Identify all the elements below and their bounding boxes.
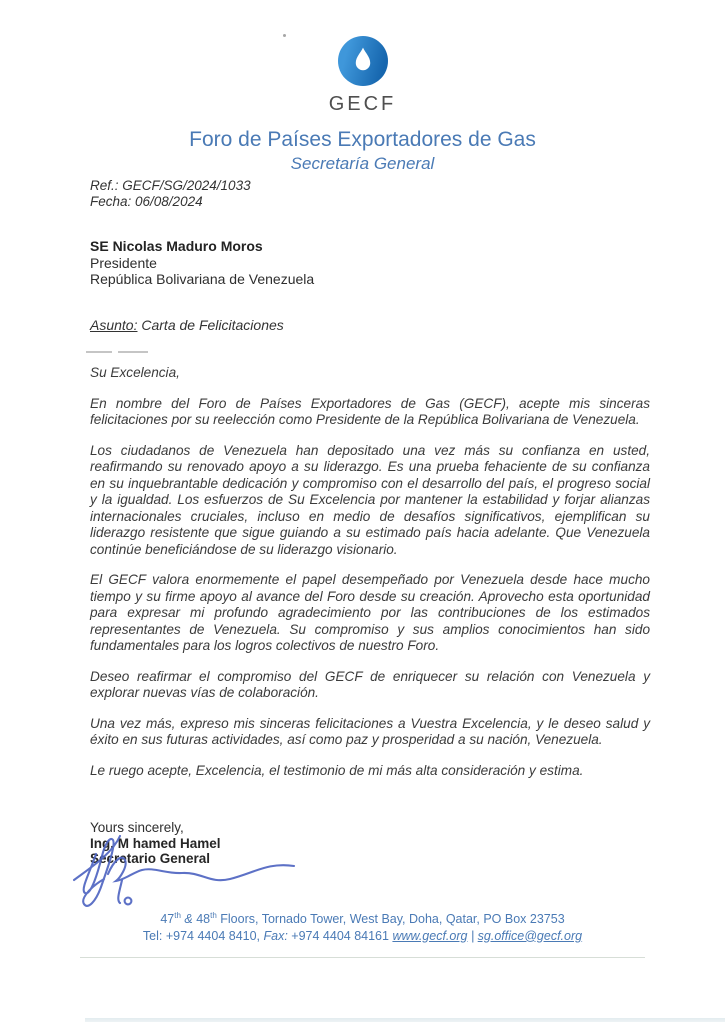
email-link[interactable]: sg.office@gecf.org — [477, 928, 583, 943]
letter-title: Foro de Países Exportadores de Gas — [189, 128, 536, 151]
letter-subtitle: Secretaría General — [290, 154, 435, 173]
subject-line — [90, 317, 284, 333]
letter-paragraph: El GECF valora enormemente el papel desempeñado por Venezuela desde hace mucho tiempo y su firme apoyo al avance del Foro desde su creación. Aprovecho esta oportunidad para expresar mi profundo agradecimiento por las contribuciones de los estimados representantes de Venezuela. Su compromiso y sus amplios conocimientos han sido fundamentales para los logros colectivos de nuestro Foro. — [90, 572, 650, 653]
reference-number: Ref.: GECF/SG/2024/1033 — [90, 178, 251, 193]
footer-floor-48: 48 — [196, 912, 211, 927]
reference-block — [90, 178, 251, 210]
recipient-country: República Bolivariana de Venezuela — [90, 271, 315, 287]
footer-address — [0, 908, 725, 928]
signature-scribble-icon — [62, 824, 307, 916]
footer-fax-number: +974 4404 84161 — [287, 928, 393, 943]
letter-paragraph: Los ciudadanos de Venezuela han depositado una vez más su confianza en usted, reafirmando su renovado apoyo a su liderazgo. Es una prueba fehaciente de su confianza en su inquebrantable dedicación y compromiso con el desarrollo del país, el progreso social y la igualdad. Los esfuerzos de Su Excelencia por mantener la estabilidad y forjar alianzas internacionales cruciales, incluso en medio de desafíos significativos, ejemplifican su liderazgo resistente que sigue guiando a su estimado país hacia adelante. Que Venezuela continúe beneficiándose de su liderazgo visionario. — [90, 442, 650, 557]
footer-sup-th: th — [210, 911, 217, 920]
salutation: Su Excelencia, — [90, 365, 180, 380]
subject-label: Asunto: — [90, 317, 138, 333]
closing-name: Ing. M hamed Hamel — [90, 835, 221, 851]
footer-sup-th: th — [174, 911, 181, 920]
letter-date: Fecha: 06/08/2024 — [90, 194, 203, 209]
scan-dash-artifact — [86, 351, 166, 353]
letter-paragraph: Le ruego acepte, Excelencia, el testimonio de mi más alta consideración y estima. — [90, 762, 584, 778]
recipient-name: SE Nicolas Maduro Moros — [90, 238, 263, 254]
closing-sincerely: Yours sincerely, — [90, 820, 184, 835]
footer-floor-47: 47 — [160, 912, 175, 927]
letter-paragraph: Una vez más, expreso mis sinceras felicitaciones a Vuestra Excelencia, y le deseo salud y éxito en sus futuras actividades, así como paz y prosperidad a su nación, Venezuela. — [90, 715, 650, 747]
recipient-title: Presidente — [90, 254, 157, 271]
letter-body — [90, 365, 650, 779]
scan-edge-artifact — [85, 1018, 725, 1022]
footer-fax-label: Fax: — [263, 928, 288, 943]
footer — [0, 908, 725, 944]
subject-text: Carta de Felicitaciones — [137, 317, 284, 333]
letter-paragraph: Deseo reafirmar el compromiso del GECF de enriquecer su relación con Venezuela y explorar nuevas vías de colaboración. — [90, 668, 650, 700]
gecf-logo-text: GECF — [328, 93, 397, 115]
footer-ampersand: & — [180, 912, 197, 927]
gecf-logo — [0, 36, 725, 116]
closing-role: Secretario General — [90, 851, 211, 866]
letter-paragraph: En nombre del Foro de Países Exportadores de Gas (GECF), acepte mis sinceras felicitaciones por su reelección como Presidente de la República Bolivariana de Venezuela. — [90, 395, 650, 427]
scan-rule-artifact — [80, 957, 645, 958]
website-link[interactable]: www.gecf.org — [392, 928, 468, 943]
footer-address-text: Floors, Tornado Tower, West Bay, Doha, Qatar, PO Box 23753 — [216, 912, 565, 927]
gecf-flame-icon — [338, 36, 388, 86]
footer-tel: Tel: +974 4404 8410, — [142, 928, 264, 943]
footer-contacts — [0, 928, 725, 945]
recipient-block — [90, 238, 314, 288]
footer-separator: | — [467, 928, 478, 943]
